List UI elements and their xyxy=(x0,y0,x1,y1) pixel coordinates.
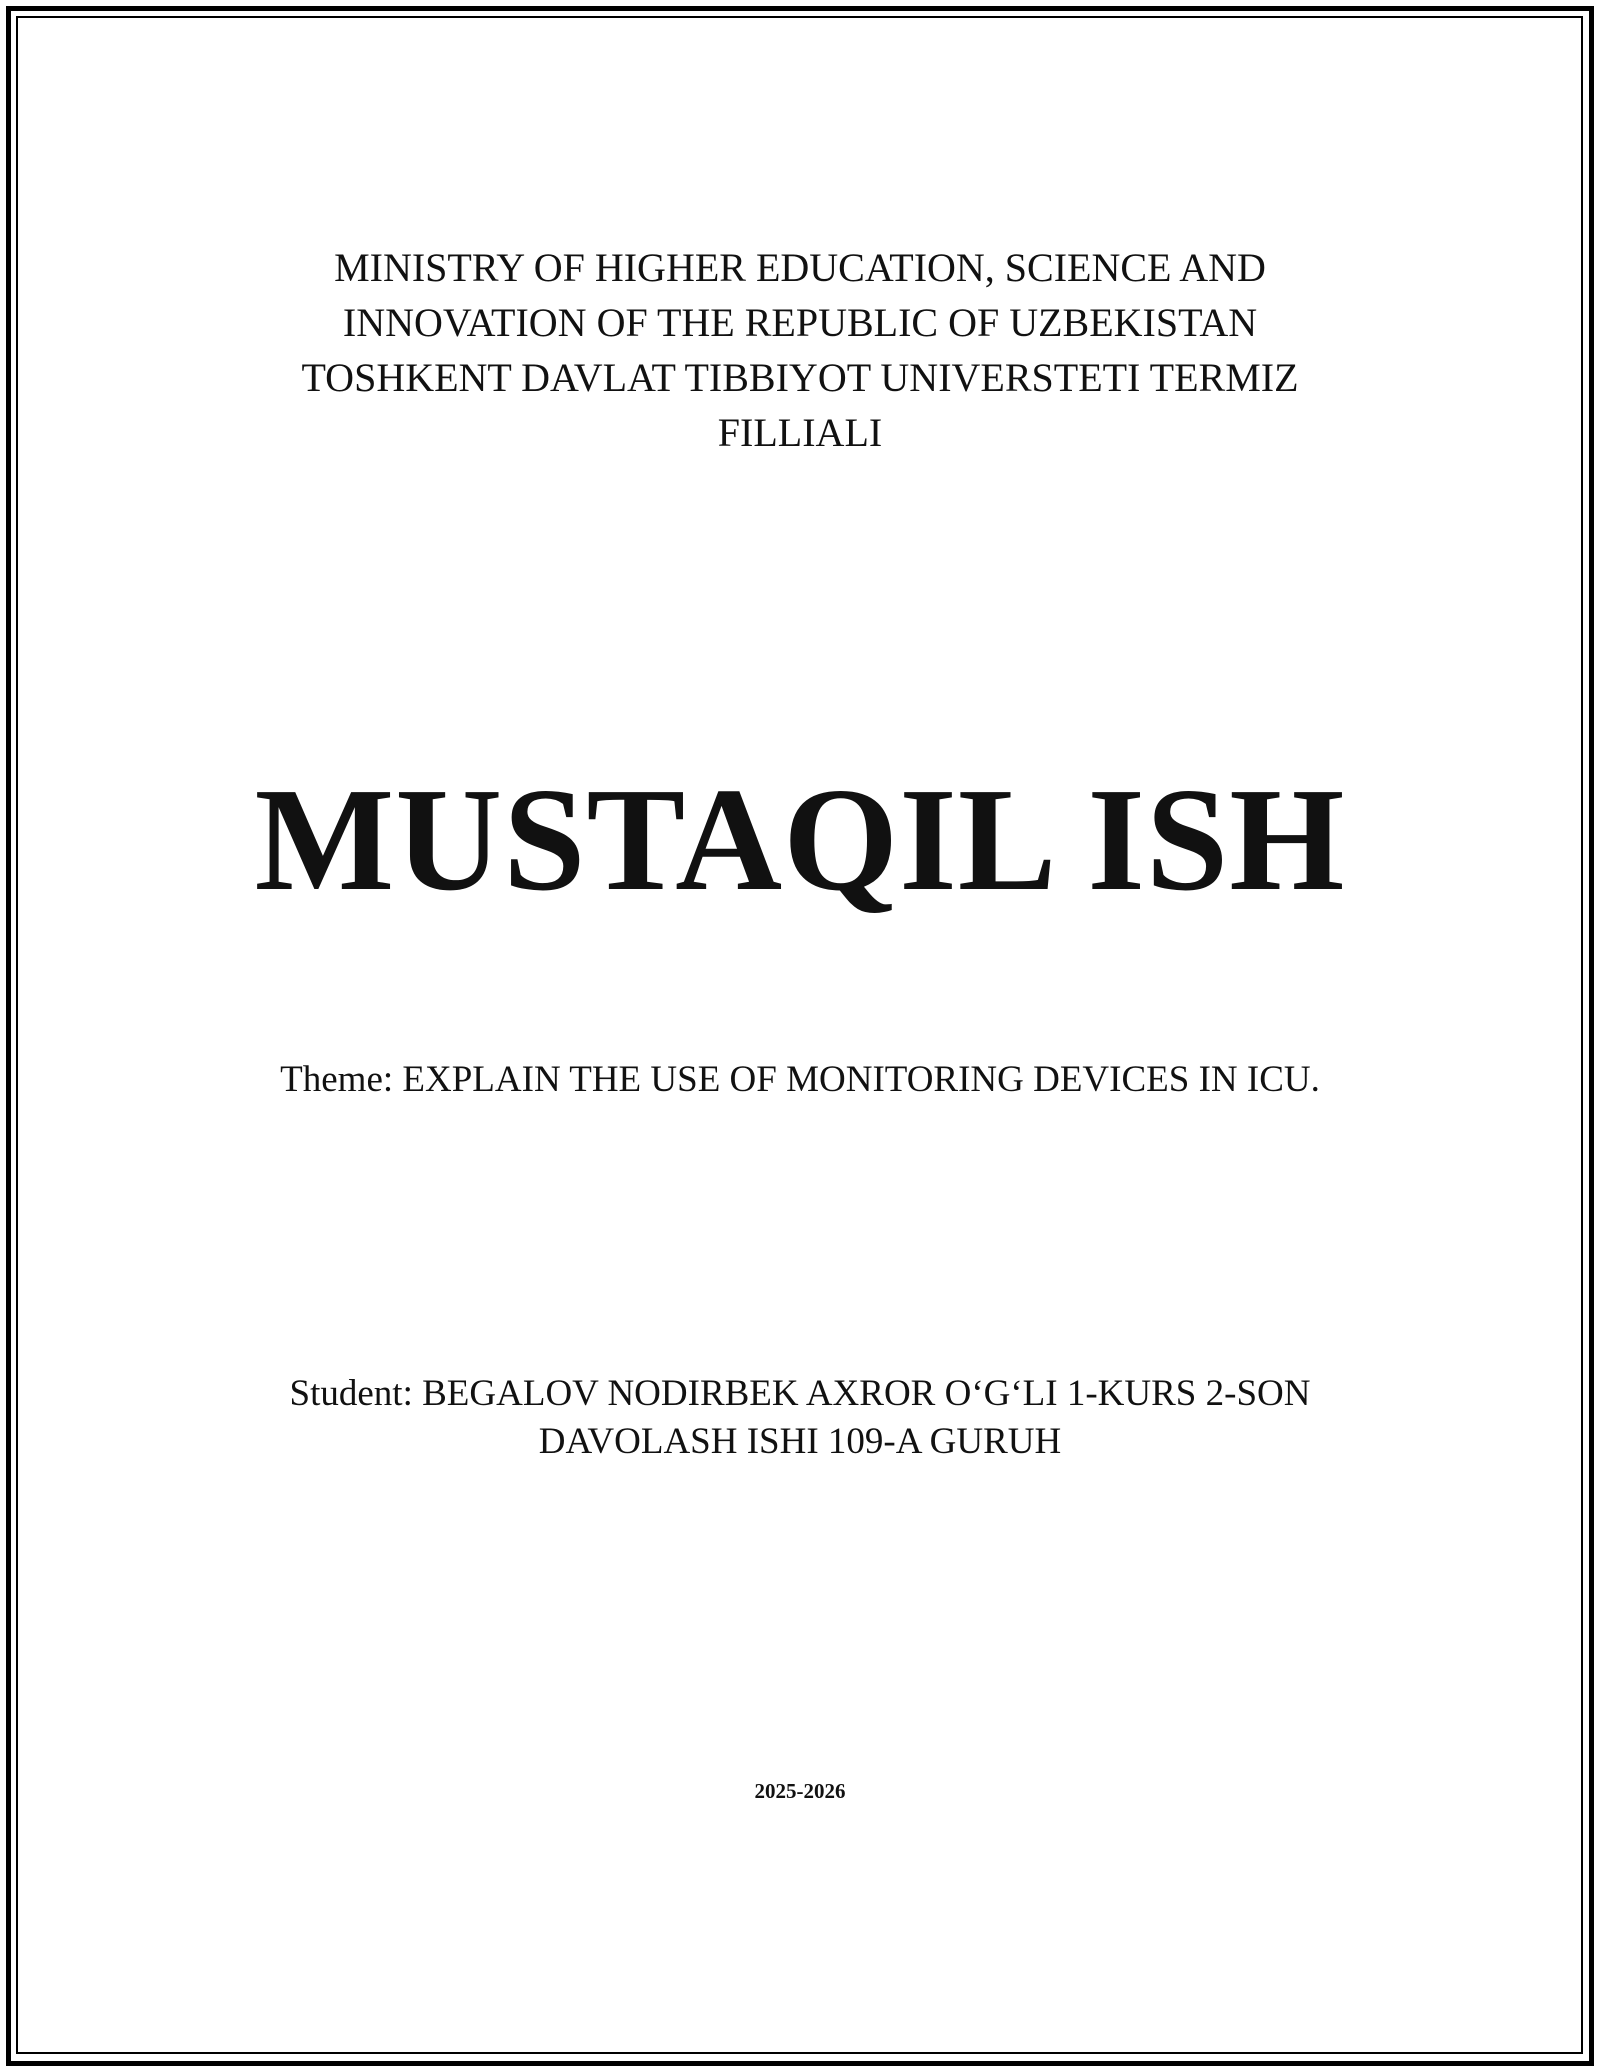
student-info xyxy=(200,1370,1400,1466)
institution-line: INNOVATION OF THE REPUBLIC OF UZBEKISTAN xyxy=(342,300,1258,345)
institution-line: FILLIALI xyxy=(717,410,883,455)
student-line: Student: BEGALOV NODIRBEK AXROR O‘G‘LI 1-KURS 2-SON xyxy=(289,1373,1311,1414)
institution-line: MINISTRY OF HIGHER EDUCATION, SCIENCE AND xyxy=(334,245,1266,290)
document-title: MUSTAQIL ISH xyxy=(254,758,1346,922)
academic-year: 2025-2026 xyxy=(754,1779,846,1803)
student-line: DAVOLASH ISHI 109-A GURUH xyxy=(538,1421,1062,1462)
institution-header xyxy=(200,240,1400,460)
institution-line: TOSHKENT DAVLAT TIBBIYOT UNIVERSTETI TERMIZ xyxy=(301,355,1299,400)
theme-line: Theme: EXPLAIN THE USE OF MONITORING DEVICES IN ICU. xyxy=(280,1059,1320,1100)
